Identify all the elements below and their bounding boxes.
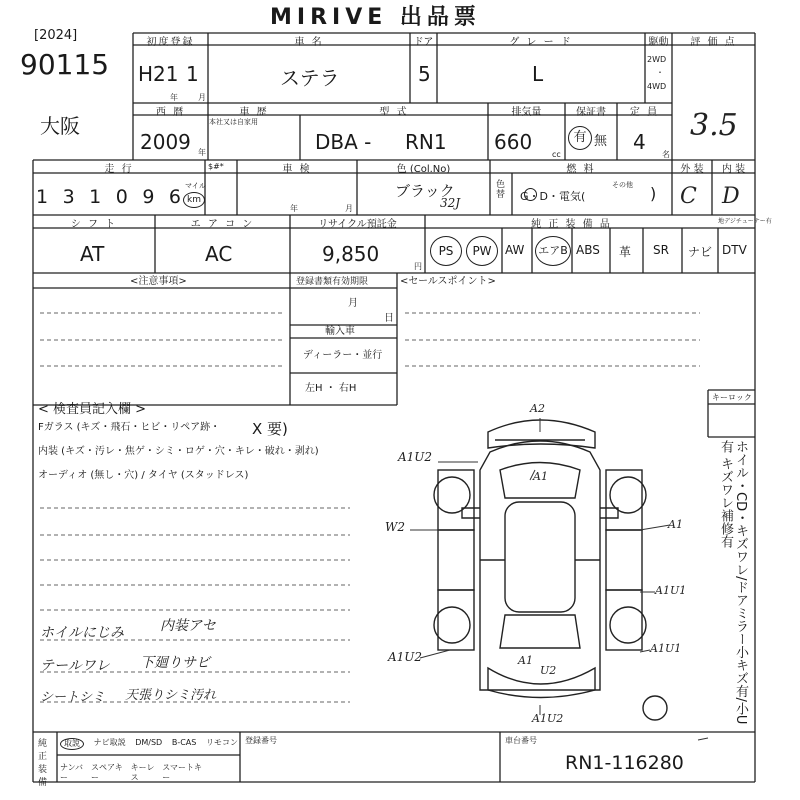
handwritten-note-2: テールワレ — [40, 658, 110, 674]
car-name-label: 車 名 — [294, 37, 324, 48]
mileage-digit: 9 — [142, 186, 155, 208]
mileage-digit: 1 — [89, 186, 102, 208]
model-prefix: DBA - — [315, 130, 372, 154]
mark-rear-right: A1U1 — [650, 642, 682, 655]
docs-label: 登録書類有効期限 — [296, 277, 369, 287]
chassis-label: 車台番号 — [505, 736, 537, 745]
seireki: 2009 — [140, 130, 191, 154]
inspection-year-unit: 年 — [290, 204, 298, 213]
inspection-label: 車 検 — [282, 164, 312, 175]
shift: AT — [80, 242, 105, 266]
equipment-aw: AW — [505, 243, 525, 257]
option-smart-key: スマートキー — [162, 763, 203, 782]
mileage-digits — [36, 186, 181, 208]
year-label: [2024] — [34, 28, 78, 43]
inspection-month-unit: 月 — [345, 204, 353, 213]
doors: 5 — [418, 62, 431, 86]
meter-swap-label: $#* — [208, 162, 224, 171]
car-name: ステラ — [280, 66, 340, 90]
fuel-label: 燃 料 — [566, 164, 596, 175]
month-unit: 月 — [198, 93, 206, 102]
mileage-label: 走 行 — [104, 164, 134, 175]
mark-rear-left: A1U2 — [388, 650, 423, 664]
option-number-plate: ナンバー — [60, 763, 84, 782]
inspector-line3: オーディオ (無し・穴) / タイヤ (スタッドレス) — [38, 470, 249, 481]
handwritten-note-1: ホイルにじみ — [40, 625, 124, 641]
displacement-label: 排気量 — [511, 107, 542, 118]
lot-number: 90115 — [20, 48, 110, 81]
fuel-options: G・D・電気( — [520, 190, 586, 203]
equipment-abs: ABS — [576, 243, 600, 257]
mileage-unit-km: km — [183, 192, 205, 208]
year-unit: 年 — [170, 93, 178, 102]
equipment-label: 純 正 装 備 品 — [531, 219, 612, 230]
grade-label: グ レ ー ド — [509, 37, 573, 48]
drive-label: 駆動 — [648, 37, 669, 48]
model-label: 型 式 — [379, 107, 409, 118]
capacity: 4 — [633, 130, 646, 154]
interior: D — [722, 184, 740, 209]
options-row-2 — [60, 763, 210, 783]
mark-front-bumper: A2 — [530, 402, 545, 415]
capacity-label: 定 員 — [629, 107, 660, 118]
options-label: 純正装備 — [38, 739, 48, 788]
sales-point-label: <セールスポイント> — [400, 276, 496, 287]
mark-rear-bumper: A1U2 — [532, 712, 564, 725]
tuner-label: 地デジチューナー有 — [718, 218, 772, 225]
color-swap: 色替 — [496, 180, 506, 200]
caution-label: <注意事項> — [130, 276, 187, 287]
shaken-note: 本社又は自家用 — [209, 118, 258, 126]
mileage-digit: 6 — [168, 186, 181, 208]
equipment-pw: PW — [466, 236, 498, 266]
warranty-yes: 有 — [568, 126, 592, 150]
vertical-side-note: ホイル・CD・キズワレ/ドアミラー小キズ有/小U有 キズワレ補修有 — [718, 440, 748, 725]
options-row-1 — [60, 738, 238, 750]
option-navi-manual: ナビ取説 — [93, 738, 126, 747]
model-code: RN1 — [405, 130, 447, 154]
location: 大阪 — [40, 114, 80, 138]
mileage-digit: 0 — [115, 186, 128, 208]
handle-side: 左H ・ 右H — [305, 383, 357, 394]
score-label: 評 価 点 — [690, 37, 737, 48]
mark-rear-window: A1 — [518, 654, 533, 667]
inspector-line1: Fガラス (キズ・飛石・ヒビ・リペア跡・ — [38, 422, 221, 433]
mark-front-left: A1U2 — [398, 450, 433, 464]
docs-month: 月 — [348, 298, 358, 309]
mark-hood: A1 — [533, 470, 548, 483]
color-label: 色 (Col.No) — [396, 164, 451, 175]
seireki-label: 西 暦 — [155, 107, 186, 118]
inspector-line2: 内装 (キズ・汚レ・焦ゲ・シミ・ロゲ・穴・キレ・破れ・剥れ) — [38, 446, 319, 457]
doors-label: ドア — [413, 37, 434, 48]
mark-tailgate: U2 — [540, 664, 557, 677]
yen-unit: 円 — [414, 262, 422, 271]
grade: L — [532, 62, 544, 86]
warranty-label: 保証書 — [576, 107, 606, 118]
equipment-airbag: エアB — [535, 236, 571, 266]
chassis-number: RN1-116280 — [565, 752, 684, 774]
docs-day: 日 — [384, 313, 394, 324]
option-remote: リモコン — [205, 738, 238, 747]
inspector-line1-mark: X 要) — [252, 420, 288, 438]
displacement: 660 — [494, 130, 533, 154]
first-reg-month: 1 — [186, 62, 199, 86]
equipment-dtv: DTV — [722, 243, 747, 257]
inspector-heading: < 検査員記入欄 > — [38, 402, 147, 417]
cc-unit: cc — [552, 150, 561, 159]
option-bcas: B-CAS — [171, 738, 197, 747]
recycle: 9,850 — [322, 242, 380, 266]
drive-4wd: 4WD — [647, 82, 667, 91]
color-code: 32J — [440, 196, 461, 210]
fuel-other: その他 — [612, 181, 633, 189]
warranty-no: 無 — [594, 134, 608, 149]
ac-label: エ ア コ ン — [190, 219, 255, 230]
form-title: MIRIVE 出品票 — [270, 5, 481, 30]
mileage-digit: 1 — [36, 186, 49, 208]
shaken-label: 車 歴 — [239, 107, 269, 118]
exterior: C — [680, 184, 697, 209]
exterior-label: 外 装 — [680, 164, 704, 175]
equipment-ps: PS — [430, 236, 462, 266]
mark-right-rear: A1U1 — [655, 584, 687, 597]
mileage-unit-mile: マイル — [185, 182, 206, 190]
equipment-leather: 革 — [619, 245, 632, 259]
mark-left-door: W2 — [385, 520, 405, 534]
option-dm-sd: DM/SD — [135, 738, 163, 747]
import-label: 輸入車 — [325, 326, 355, 337]
first-reg-label: 初度登録 — [146, 37, 195, 48]
first-reg-era: H21 — [138, 62, 179, 86]
handwritten-note-3b: 天張りシミ汚れ — [125, 688, 217, 703]
handwritten-note-1b: 内装アセ — [160, 618, 216, 634]
option-keyless: キーレス — [130, 763, 155, 782]
mileage-digit: 3 — [62, 186, 75, 208]
handwritten-note-3: シートシミ — [40, 690, 106, 705]
drive-2wd: 2WD — [647, 55, 667, 64]
keylock-label: キーロック — [712, 393, 752, 402]
dealer-parallel: ディーラー・並行 — [303, 350, 383, 361]
color: ブラック — [395, 182, 455, 200]
handwritten-note-2b: 下廻りサビ — [140, 655, 210, 671]
ac: AC — [205, 242, 233, 266]
option-spare-key: スペアキー — [91, 763, 123, 782]
registration-label: 登録番号 — [245, 736, 277, 745]
recycle-label: リサイクル預託金 — [318, 219, 397, 230]
option-manual: 取説 — [60, 738, 84, 750]
score: 3.5 — [690, 108, 738, 143]
mark-right-door: A1 — [668, 518, 683, 531]
seireki-year-unit: 年 — [198, 148, 206, 157]
equipment-navi: ナビ — [688, 245, 713, 259]
shift-label: シ フ ト — [70, 219, 118, 230]
interior-label: 内 装 — [721, 164, 746, 175]
capacity-unit: 名 — [662, 150, 670, 159]
equipment-sr: SR — [653, 243, 669, 257]
